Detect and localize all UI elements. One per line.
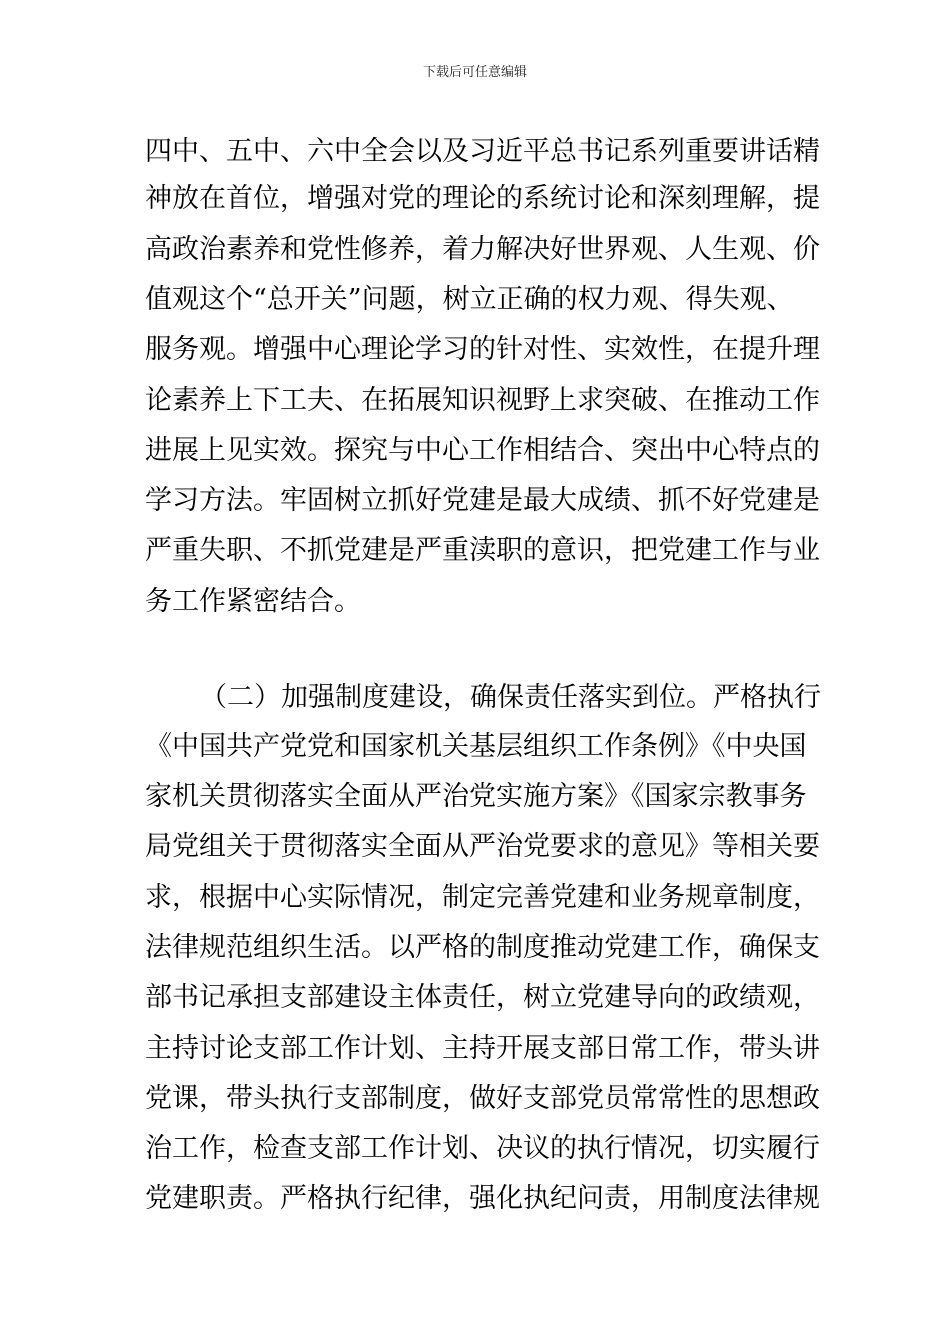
text-line: 部书记承担支部建设主体责任，树立党建导向的政绩观， [145, 982, 820, 1013]
text-line: 服务观。增强中心理论学习的针对性、实效性，在提升理 [145, 334, 820, 365]
text-line: 法律规范组织生活。以严格的制度推动党建工作，确保支 [145, 932, 820, 963]
text-line: （二）加强制度建设，确保责任落实到位。严格执行 [200, 682, 821, 713]
text-line: 党课，带头执行支部制度，做好支部党员常常性的思想政 [145, 1083, 820, 1114]
text-line: 值观这个“总开关”问题，树立正确的权力观、得失观、 [145, 284, 794, 315]
text-line: 严重失职、不抓党建是严重渎职的意识，把党建工作与业 [145, 535, 820, 566]
text-line: 《中国共产党党和国家机关基层组织工作条例》《中央国 [145, 731, 807, 762]
text-line: 神放在首位，增强对党的理论的系统讨论和深刻理解，提 [145, 183, 820, 214]
text-line: 务工作紧密结合。 [145, 586, 361, 617]
text-line: 家机关贯彻落实全面从严治党实施方案》《国家宗教事务 [145, 781, 807, 812]
text-line: 党建职责。严格执行纪律，强化执纪问责，用制度法律规 [145, 1183, 820, 1214]
text-line: 高政治素养和党性修养，着力解决好世界观、人生观、价 [145, 234, 820, 265]
text-line: 学习方法。牢固树立抓好党建是最大成绩、抓不好党建是 [145, 485, 820, 516]
text-line: 主持讨论支部工作计划、主持开展支部日常工作，带头讲 [145, 1033, 820, 1064]
page-header: 下载后可任意编辑 [422, 65, 527, 80]
text-line: 进展上见实效。探究与中心工作相结合、突出中心特点的 [145, 435, 820, 466]
text-line: 论素养上下工夫、在拓展知识视野上求突破、在推动工作 [145, 385, 820, 416]
text-line: 局党组关于贯彻落实全面从严治党要求的意见》等相关要 [145, 831, 820, 862]
text-line: 四中、五中、六中全会以及习近平总书记系列重要讲话精 [145, 136, 820, 167]
text-line: 求，根据中心实际情况，制定完善党建和业务规章制度， [145, 882, 820, 913]
text-line: 治工作，检查支部工作计划、决议的执行情况，切实履行 [145, 1133, 820, 1164]
